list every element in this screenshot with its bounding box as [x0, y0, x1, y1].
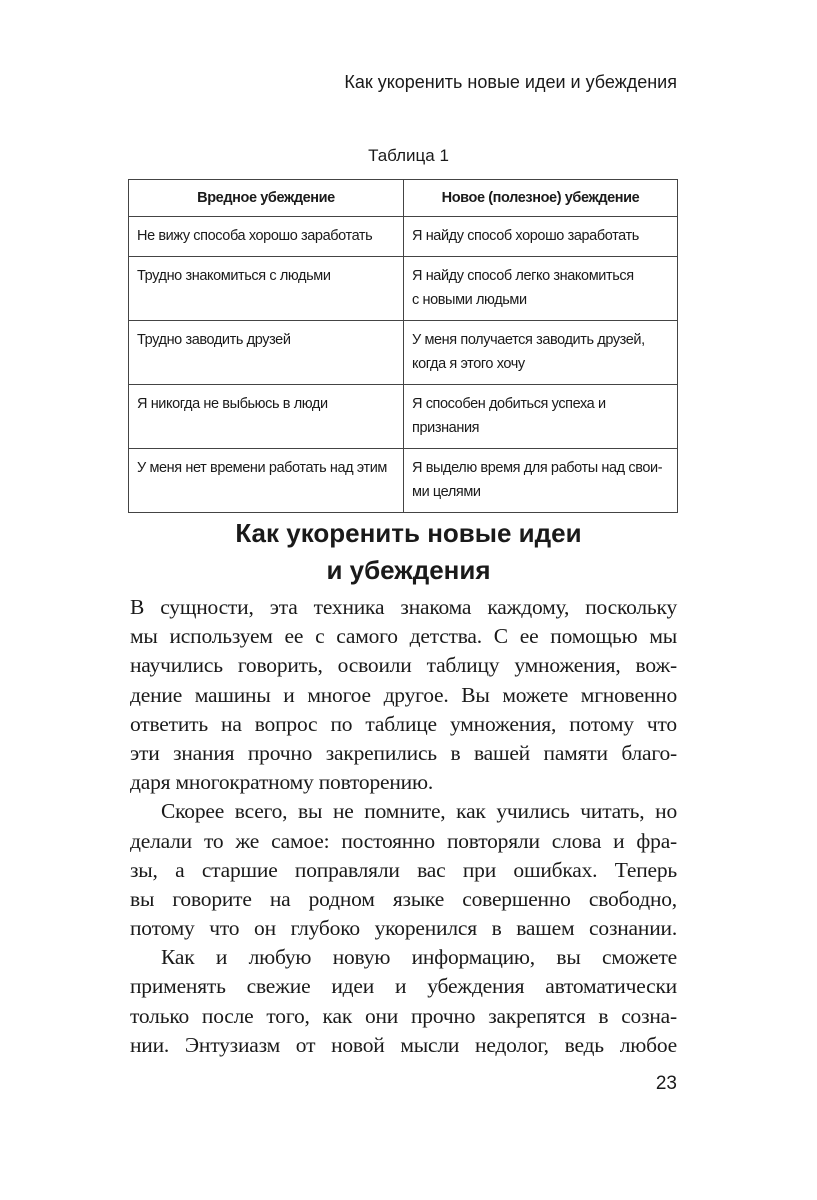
harmful-belief: Трудно знакомиться с людьми	[129, 257, 404, 321]
text-line: В сущности, эта техника знакома каждому, поскольку	[130, 595, 677, 619]
text-line: зы, а старшие поправляли вас при ошибках. Теперь	[130, 857, 677, 882]
text-line: дение машины и многое другое. Вы можете мгновенно	[130, 682, 677, 707]
text-line: научились говорить, освоили таблицу умножения, вож-	[130, 653, 677, 678]
useful-belief	[404, 385, 678, 449]
text-line: ответить на вопрос по таблице умножения, потому что	[130, 711, 677, 736]
column-header-harmful: Вредное убеждение	[129, 180, 404, 217]
text-line: вы говорите на родном языке совершенно свободно,	[130, 886, 677, 911]
harmful-belief: У меня нет времени работать над этим	[129, 449, 404, 513]
harmful-belief: Я никогда не выбьюсь в люди	[129, 385, 404, 449]
table-header-row	[129, 180, 678, 217]
table-row	[129, 257, 678, 321]
harmful-belief: Не вижу способа хорошо заработать	[129, 217, 404, 257]
text-line: Скорее всего, вы не помните, как учились читать, но	[161, 799, 677, 824]
text-line: даря многократному повторению.	[130, 770, 434, 795]
page-number: 23	[655, 1073, 677, 1094]
cell-line: когда я этого хочу	[412, 356, 525, 372]
text-line: нии. Энтузиазм от новой мысли недолог, ведь любое	[130, 1032, 677, 1057]
useful-belief	[404, 449, 678, 513]
running-head: Как укоренить новые идеи и убеждения	[344, 72, 677, 92]
section-title	[0, 515, 817, 589]
section-title-line: Как укоренить новые идеи	[235, 518, 582, 548]
useful-belief	[404, 321, 678, 385]
text-line: применять свежие идеи и убеждения автоматически	[130, 974, 677, 999]
cell-line: ми целями	[412, 484, 481, 500]
text-line: эти знания прочно закрепились в вашей памяти благо-	[130, 740, 677, 765]
cell-line: Я найду способ хорошо заработать	[412, 228, 639, 244]
cell-line: Я найду способ легко знакомиться	[412, 268, 634, 284]
text-line: мы используем ее с самого детства. С ее помощью мы	[130, 624, 677, 649]
text-line: Как и любую новую информацию, вы сможете	[161, 945, 677, 970]
cell-line: Я способен добиться успеха и признания	[412, 396, 606, 436]
column-header-useful: Новое (полезное) убеждение	[404, 180, 678, 217]
cell-line: Я выделю время для работы над свои-	[412, 460, 663, 476]
harmful-belief: Трудно заводить друзей	[129, 321, 404, 385]
table-row	[129, 449, 678, 513]
useful-belief	[404, 257, 678, 321]
cell-line: У меня получается заводить друзей,	[412, 332, 645, 348]
table-row	[129, 385, 678, 449]
text-line: делали то же самое: постоянно повторяли слова и фра-	[130, 828, 677, 853]
table-row	[129, 217, 678, 257]
table-row	[129, 321, 678, 385]
beliefs-table	[128, 179, 678, 513]
section-title-line: и убеждения	[326, 555, 491, 585]
cell-line: с новыми людьми	[412, 292, 527, 308]
useful-belief	[404, 217, 678, 257]
text-line: только после того, как они прочно закрепятся в созна-	[130, 1003, 677, 1028]
text-line: потому что он глубоко укоренился в вашем сознании.	[130, 916, 677, 941]
table-caption: Таблица 1	[368, 146, 449, 165]
body-text	[130, 593, 677, 1060]
